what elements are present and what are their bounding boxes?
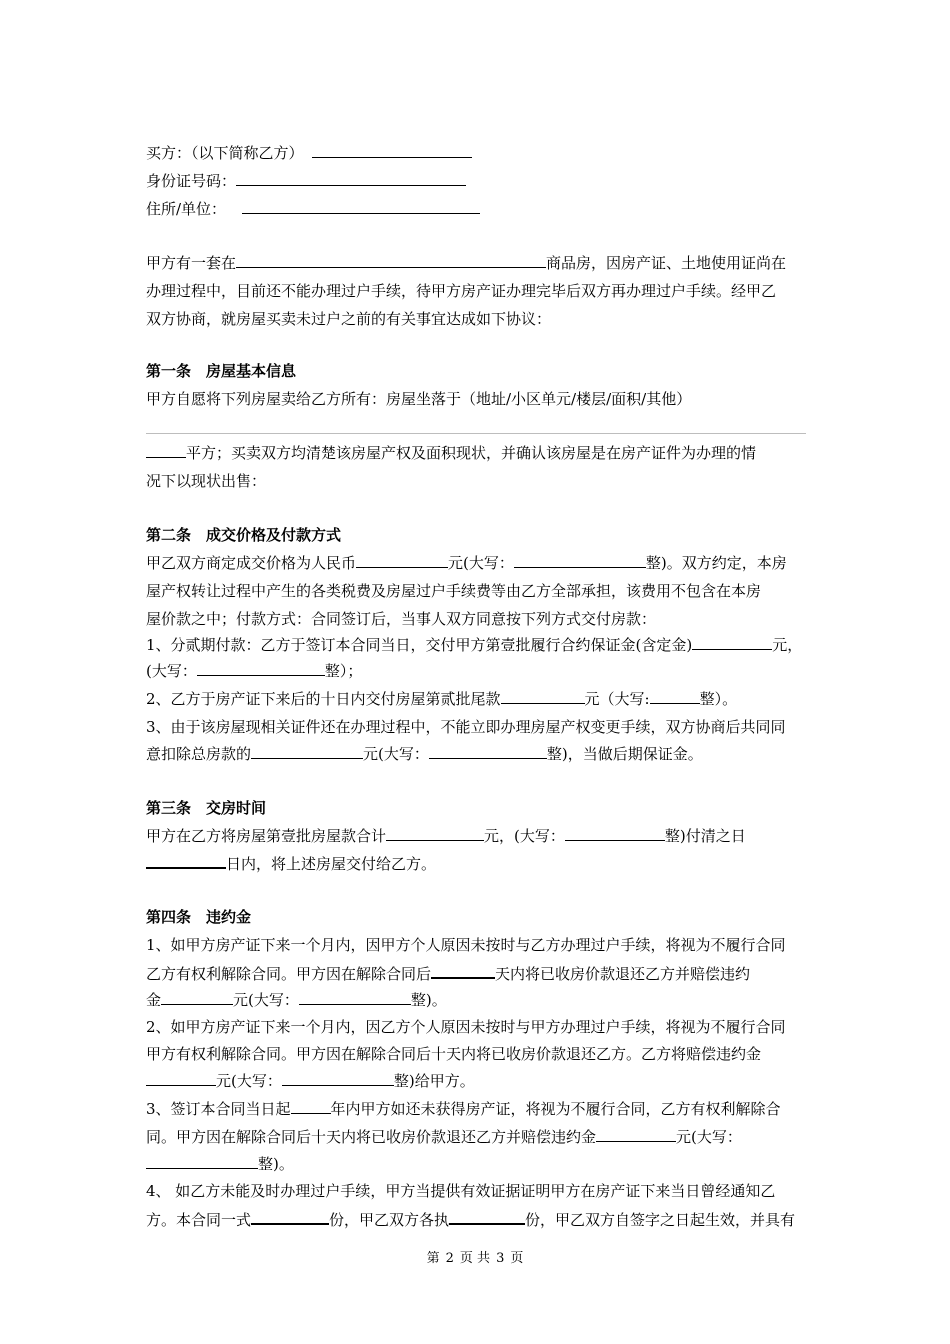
first-batch-words-blank — [565, 826, 665, 841]
price-words-blank — [514, 553, 646, 568]
art2-line-6: 2、乙方于房产证下来后的十日内交付房屋第贰批尾款 元（大写: 整）。 — [146, 690, 738, 708]
intro-line-2: 办理过程中，目前还不能办理过户手续，待甲方房产证办理完毕后双方再办理过户手续。经甲乙 — [146, 282, 777, 300]
art4-line-3: 金 元(大写： 整)。 — [146, 991, 447, 1009]
art4-line-5: 甲方有权利解除合同。甲方因在解除合同后十天内将已收房价款退还乙方。乙方将赔偿违约金 — [146, 1045, 762, 1063]
art2-line-3: 屋价款之中；付款方式：合同签订后，当事人双方同意按下列方式交付房款： — [146, 610, 657, 628]
intro-line-3: 双方协商，就房屋买卖未过户之前的有关事宜达成如下协议： — [146, 310, 552, 328]
article-2-title: 第二条 成交价格及付款方式 — [146, 526, 342, 544]
address-label: 住所/单位： — [146, 200, 227, 218]
days-blank — [146, 853, 226, 869]
art3-line-2: 日内，将上述房屋交付给乙方。 — [146, 853, 436, 874]
buyer-line — [146, 143, 472, 163]
first-batch-blank — [386, 826, 484, 841]
art3-line-1: 甲方在乙方将房屋第壹批房屋款合计 元，(大写： 整)付清之日 — [146, 827, 746, 845]
address-line — [146, 199, 480, 219]
art2-line-2: 屋产权转让过程中产生的各类税费及房屋过户手续费等由乙方全部承担，该费用不包含在本房 — [146, 582, 762, 600]
guarantee-words-blank — [429, 744, 547, 759]
area-blank — [146, 443, 186, 458]
intro-line-1: 甲方有一套在 商品房，因房产证、土地使用证尚在 — [146, 254, 787, 272]
art4-line-7: 3、签订本合同当日起 年内甲方如还未获得房产证，将视为不履行合同，乙方有权利解除合 — [146, 1100, 781, 1118]
art2-line-5: (大写： 整）； — [146, 662, 363, 680]
current-page-number: 2 — [445, 1251, 454, 1266]
art4-line-10: 4、 如乙方未能及时办理过户手续，甲方当提供有效证据证明甲方在房产证下来当日曾经通知乙 — [146, 1182, 776, 1200]
buyer-blank — [312, 143, 472, 158]
art2-line-1: 甲乙双方商定成交价格为人民币 元(大写： 整)。双方约定，本房 — [146, 554, 787, 572]
art1-line-3: 况下以现状出售： — [146, 472, 267, 490]
refund-days-blank — [431, 963, 495, 979]
penalty-b-words-blank — [282, 1071, 394, 1086]
penalty-b-blank — [146, 1071, 216, 1086]
guarantee-blank — [251, 744, 363, 759]
article-4-title: 第四条 违约金 — [146, 908, 252, 926]
final-payment-blank — [501, 689, 585, 704]
buyer-label: 买方：（以下简称乙方） — [146, 144, 304, 162]
art4-line-1: 1、如甲方房产证下来一个月内，因甲方个人原因未按时与乙方办理过户手续，将视为不履行合同 — [146, 936, 786, 954]
divider-line — [146, 433, 806, 434]
article-1-title: 第一条 房屋基本信息 — [146, 362, 297, 380]
art4-line-11: 方。本合同一式 份，甲乙双方各执 份，甲乙双方自签字之日起生效，并具有 — [146, 1211, 796, 1229]
property-location-blank — [236, 253, 546, 268]
total-pages: 3 — [496, 1251, 505, 1266]
years-blank — [291, 1099, 331, 1114]
price-blank — [356, 553, 448, 568]
penalty-c-words-blank — [146, 1154, 258, 1169]
page-footer: 第 2 页 共 3 页 — [426, 1251, 524, 1266]
final-payment-words-blank — [650, 689, 700, 704]
art1-line-2: 平方；买卖双方均清楚该房屋产权及面积现状，并确认该房屋是在房产证件为办理的情 — [146, 443, 756, 463]
art2-line-4: 1、分贰期付款：乙方于签订本合同当日，交付甲方第壹批履行合约保证金(含定金) 元， — [146, 636, 803, 654]
art1-line-1: 甲方自愿将下列房屋卖给乙方所有：房屋坐落于（地址/小区单元/楼层/面积/其他） — [146, 390, 692, 408]
penalty-a-words-blank — [299, 990, 411, 1005]
deposit-blank — [692, 635, 772, 650]
art4-line-9: 整)。 — [146, 1154, 294, 1174]
penalty-a-blank — [161, 990, 233, 1005]
copies-blank — [251, 1209, 329, 1225]
id-label: 身份证号码： — [146, 172, 237, 190]
deposit-words-blank — [197, 661, 325, 676]
art4-line-2: 乙方有权利解除合同。甲方因在解除合同后 天内将已收房价款退还乙方并赔偿违约 — [146, 965, 751, 983]
copies-each-blank — [449, 1209, 525, 1225]
article-3-title: 第三条 交房时间 — [146, 799, 267, 817]
art4-line-4: 2、如甲方房产证下来一个月内，因乙方个人原因未按时与甲方办理过户手续，将视为不履行合同 — [146, 1018, 786, 1036]
art4-line-6: 元(大写： 整)给甲方。 — [146, 1071, 475, 1091]
art2-line-7: 3、由于该房屋现相关证件还在办理过程中，不能立即办理房屋产权变更手续，双方协商后共同同 — [146, 718, 786, 736]
art4-line-8: 同。甲方因在解除合同后十天内将已收房价款退还乙方并赔偿违约金 元(大写： — [146, 1128, 742, 1146]
penalty-c-blank — [596, 1127, 676, 1142]
id-blank — [236, 171, 466, 186]
id-line — [146, 171, 466, 191]
art2-line-8: 意扣除总房款的 元(大写： 整)，当做后期保证金。 — [146, 745, 703, 763]
address-blank — [242, 199, 480, 214]
